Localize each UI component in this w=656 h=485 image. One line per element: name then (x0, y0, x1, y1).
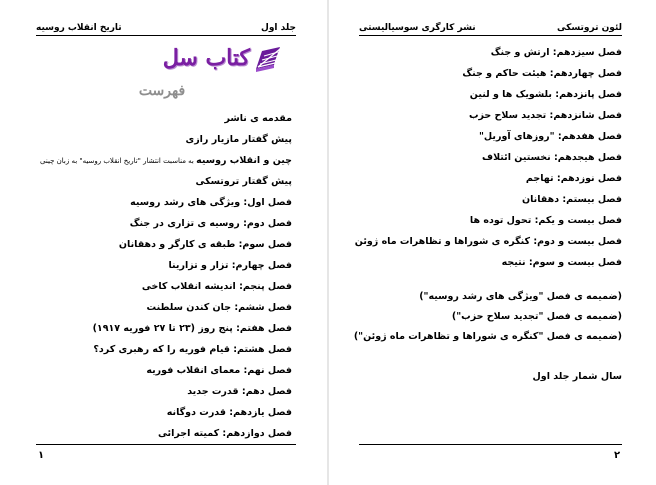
right-page-header (359, 17, 622, 33)
page-number: ۲ (614, 450, 621, 461)
left-page (0, 0, 327, 485)
list-item (66, 339, 292, 360)
header-rule (359, 35, 622, 36)
toc-entry-text: فصل دوم: روسیه ی تزاری در جنگ (129, 218, 292, 229)
toc-entry-note: به مناسبت انتشار "تاریخ انقلاب روسیه" به زبان چینی (40, 157, 197, 165)
toc-list-right (354, 42, 622, 273)
header-publisher: نشر کارگری سوسیالیستی (359, 23, 476, 33)
toc-entry-text: فصل نهم: معمای انقلاب فوریه (146, 365, 292, 376)
page-number: ۱ (38, 450, 45, 461)
list-item (66, 234, 292, 255)
list-item: فصل نوزدهم: تهاجم (525, 173, 622, 184)
header-volume: جلد اول (261, 23, 296, 33)
toc-entry-text: چین و انقلاب روسیه (196, 155, 292, 166)
toc-entry-text: فصل دهم: قدرت جدید (187, 386, 292, 397)
list-item (40, 150, 292, 171)
list-item (66, 129, 292, 150)
header-author: لئون تروتسکی (557, 23, 622, 33)
appendix-list (353, 287, 622, 347)
list-item: فصل بیست و سوم: نتیجه (501, 257, 622, 268)
list-item: فصل سیزدهم: ارتش و جنگ (490, 47, 622, 58)
toc-entry-text: فصل هشتم: قیام فوریه را که رهبری کرد؟ (93, 344, 292, 355)
book-logo (152, 41, 282, 75)
header-rule (36, 35, 296, 36)
list-item: فصل چهاردهم: هیئت حاکم و جنگ (462, 68, 622, 79)
toc-entry-text: فصل ششم: جان کندن سلطنت (146, 302, 292, 313)
header-book-title: تاریخ انقلاب روسیه (36, 23, 122, 33)
list-item (66, 402, 292, 423)
list-item: فصل هیجدهم: نخستین ائتلاف (482, 152, 622, 163)
left-page-header (36, 17, 296, 33)
list-item: فصل بیست و دوم: کنگره ی شوراها و تظاهرات ماه ژوئن (354, 236, 622, 247)
toc-entry-text: فصل دوازدهم: کمیته اجرائی (157, 428, 292, 439)
list-item: فصل پانزدهم: بلشویک ها و لنین (469, 89, 622, 100)
list-item: فصل شانزدهم: تجدید سلاح حزب (468, 110, 622, 121)
list-item (66, 276, 292, 297)
list-item (66, 108, 292, 129)
list-item: فصل بیستم: دهقانان (521, 194, 622, 205)
logo-text: کتاب سل (162, 45, 250, 71)
footer-rule (36, 444, 296, 445)
list-item (66, 423, 292, 444)
list-item (66, 213, 292, 234)
list-item (66, 297, 292, 318)
toc-entry-text: پیش گفتار مازیار رازی (185, 134, 292, 145)
toc-entry-text: فصل هفتم: پنج روز (۲۳ تا ۲۷ فوریه ۱۹۱۷) (92, 323, 292, 334)
list-item: فصل هفدهم: "روزهای آوریل" (478, 131, 622, 142)
appendix-item: (ضمیمه ی فصل "تجدید سلاح حزب") (451, 311, 622, 322)
list-item (66, 171, 292, 192)
footer-rule (359, 444, 622, 445)
chronology-entry (359, 366, 622, 387)
toc-entry-text: فصل یازدهم: قدرت دوگانه (166, 407, 292, 418)
list-item: سال شمار جلد اول (532, 371, 622, 382)
toc-entry-text: پیش گفتار تروتسکی (195, 176, 292, 187)
toc-entry-text: فصل چهارم: تزار و تزارینا (168, 260, 292, 271)
appendix-item: (ضمیمه ی فصل "ویژگی های رشد روسیه") (419, 291, 622, 302)
toc-entry-text: فصل سوم: طبقه ی کارگر و دهقانان (118, 239, 292, 250)
list-item (66, 255, 292, 276)
toc-entry-text: مقدمه ی ناشر (224, 113, 292, 124)
list-item (66, 360, 292, 381)
toc-heading: فهرست (138, 83, 186, 99)
list-item (66, 192, 292, 213)
list-item (66, 381, 292, 402)
right-page (329, 0, 656, 485)
list-item: فصل بیست و یکم: تحول توده ها (469, 215, 622, 226)
toc-entry-text: فصل پنجم: اندیشه انقلاب کاخی (141, 281, 292, 292)
appendix-item: (ضمیمه ی فصل "کنگره ی شوراها و تظاهرات ماه ژوئن") (353, 331, 622, 342)
list-item (66, 318, 292, 339)
toc-entry-text: فصل اول: ویژگی های رشد روسیه (130, 197, 292, 208)
toc-list-left (40, 108, 292, 444)
book-stack-icon (254, 43, 282, 73)
